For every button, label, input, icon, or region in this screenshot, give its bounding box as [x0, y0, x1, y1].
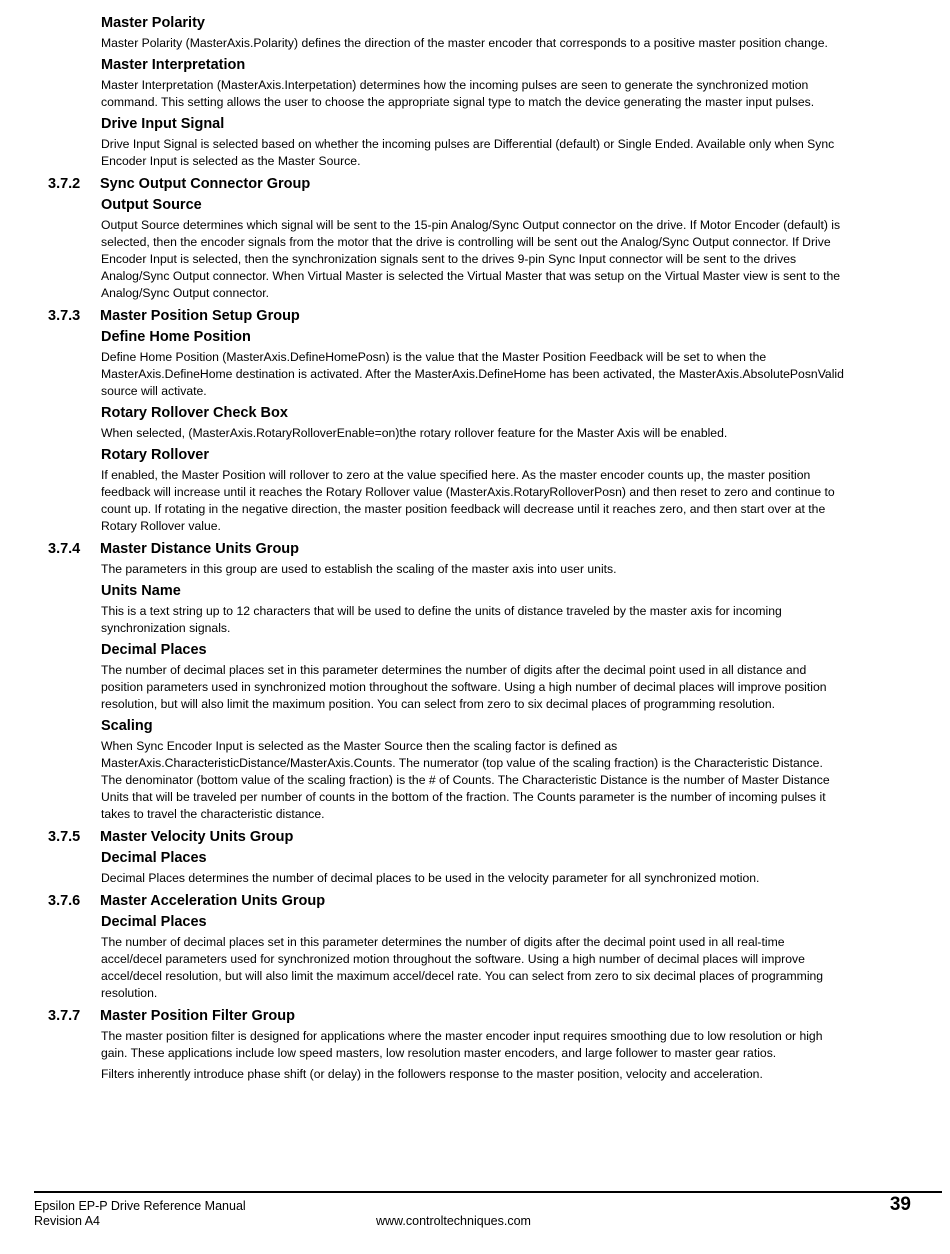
paragraph: Define Home Position (MasterAxis.DefineHomePosn) is the value that the Master Position Feedback will be set to when the MasterAxis.DefineHome destination is activated. After the MasterAxis.DefineHome has been activated, the MasterAxis.AbsolutePosnValid source will activate.	[101, 350, 844, 398]
subsection-heading: Decimal Places	[101, 914, 207, 930]
page-number: 39	[889, 1194, 911, 1215]
section-heading	[48, 828, 950, 846]
subsection-heading: Drive Input Signal	[101, 116, 225, 132]
subsection-heading: Master Polarity	[101, 15, 205, 31]
section-number: 3.7.4	[48, 541, 81, 557]
paragraph: Drive Input Signal is selected based on whether the incoming pulses are Differential (default) or Single Ended. Available only when Sync Encoder Input is selected as the Master Source.	[101, 137, 835, 168]
subsection-heading: Output Source	[101, 197, 202, 213]
paragraph: The number of decimal places set in this parameter determines the number of digits after the decimal point used in all distance and position parameters used in synchronized motion throughout the software. Using a high number of decimal places will improve position resolution, but will also limit the maximum position. You can select from zero to six decimal places of programming resolution.	[101, 663, 827, 711]
section-title: Sync Output Connector Group	[100, 176, 311, 192]
paragraph: If enabled, the Master Position will rollover to zero at the value specified here. As the master encoder counts up, the master position feedback will increase until it reaches the Rotary Rollover value (MasterAxis.RotaryRolloverPosn) and then reset to zero and continue to count up. If rotating in the negative direction, the master position feedback will decrease until it reaches zero, and then start over at the Rotary Rollover value.	[101, 468, 835, 533]
footer-divider	[34, 1191, 942, 1193]
section-title: Master Position Filter Group	[100, 1008, 295, 1024]
subsection-heading: Rotary Rollover	[101, 447, 209, 463]
section-heading	[48, 892, 950, 910]
section-number: 3.7.5	[48, 829, 81, 845]
footer-website: www.controltechniques.com	[376, 1214, 531, 1228]
section-heading	[48, 1007, 950, 1025]
section-title: Master Distance Units Group	[100, 541, 300, 557]
subsection-heading: Decimal Places	[101, 642, 207, 658]
paragraph: The master position filter is designed for applications where the master encoder input requires smoothing due to low resolution or high gain. These applications include low speed masters, low resolution master encoders, and large follower to master gear ratios.	[101, 1029, 823, 1060]
paragraph: Master Polarity (MasterAxis.Polarity) defines the direction of the master encoder that corresponds to a positive master position change.	[101, 36, 828, 50]
subsection-heading: Decimal Places	[101, 850, 207, 866]
section-heading	[48, 175, 950, 193]
document-body	[0, 14, 950, 1087]
section-number: 3.7.6	[48, 893, 81, 909]
footer-manual-info	[34, 1199, 246, 1229]
paragraph: Output Source determines which signal will be sent to the 15-pin Analog/Sync Output connector on the drive. If Motor Encoder (default) is selected, then the encoder signals from the motor that the drive is controlling will be sent out the Analog/Sync Output connector. If Drive Encoder Input is selected, then the synchronization signals sent to the drives 9-pin Sync Input connector will be sent to the drives Analog/Sync Output connector. When Virtual Master is selected the Virtual Master that was setup on the Virtual Master view is sent to the Analog/Sync Output connector.	[101, 218, 841, 300]
subsection-heading: Rotary Rollover Check Box	[101, 405, 288, 421]
subsection-heading: Scaling	[101, 718, 153, 734]
section-number: 3.7.7	[48, 1008, 81, 1024]
paragraph: This is a text string up to 12 characters that will be used to define the units of distance traveled by the master axis for incoming synchronization signals.	[101, 604, 782, 635]
paragraph: The number of decimal places set in this parameter determines the number of digits after the decimal point used in all real-time accel/decel parameters used for synchronized motion throughout the software. Using a high number of decimal places will improve accel/decel resolution, but will also limit the maximum accel/decel rate. You can select from zero to six decimal places of programming resolution.	[101, 935, 824, 1000]
section-number: 3.7.2	[48, 176, 81, 192]
subsection-heading: Master Interpretation	[101, 57, 246, 73]
section-title: Master Velocity Units Group	[100, 829, 294, 845]
paragraph: Decimal Places determines the number of decimal places to be used in the velocity parameter for all synchronized motion.	[101, 871, 760, 885]
section-title: Master Position Setup Group	[100, 308, 300, 324]
paragraph: When selected, (MasterAxis.RotaryRolloverEnable=on)the rotary rollover feature for the Master Axis will be enabled.	[101, 426, 728, 440]
paragraph: Master Interpretation (MasterAxis.Interpetation) determines how the incoming pulses are seen to generate the synchronized motion command. This setting allows the user to choose the appropriate signal type to match the device generating the master input pulses.	[101, 78, 815, 109]
paragraph: The parameters in this group are used to establish the scaling of the master axis into user units.	[101, 562, 617, 576]
section-heading	[48, 540, 950, 558]
section-heading	[48, 307, 950, 325]
subsection-heading: Define Home Position	[101, 329, 251, 345]
section-title: Master Acceleration Units Group	[100, 893, 326, 909]
footer-manual-title: Epsilon EP-P Drive Reference Manual	[34, 1199, 246, 1213]
paragraph: When Sync Encoder Input is selected as the Master Source then the scaling factor is defined as MasterAxis.CharacteristicDistance/MasterAxis.Counts. The numerator (top value of the scaling fraction) is the Characteristic Distance. The denominator (bottom value of the scaling fraction) is the # of Counts. The Characteristic Distance is the number of Master Distance Units that will be traveled per number of counts in the bottom of the fraction. The Counts parameter is the number of incoming pulses it takes to travel the characteristic distance.	[101, 739, 830, 821]
subsection-heading: Units Name	[101, 583, 181, 599]
section-number: 3.7.3	[48, 308, 81, 324]
paragraph: Filters inherently introduce phase shift (or delay) in the followers response to the master position, velocity and acceleration.	[101, 1067, 763, 1081]
footer-revision: Revision A4	[34, 1214, 101, 1228]
